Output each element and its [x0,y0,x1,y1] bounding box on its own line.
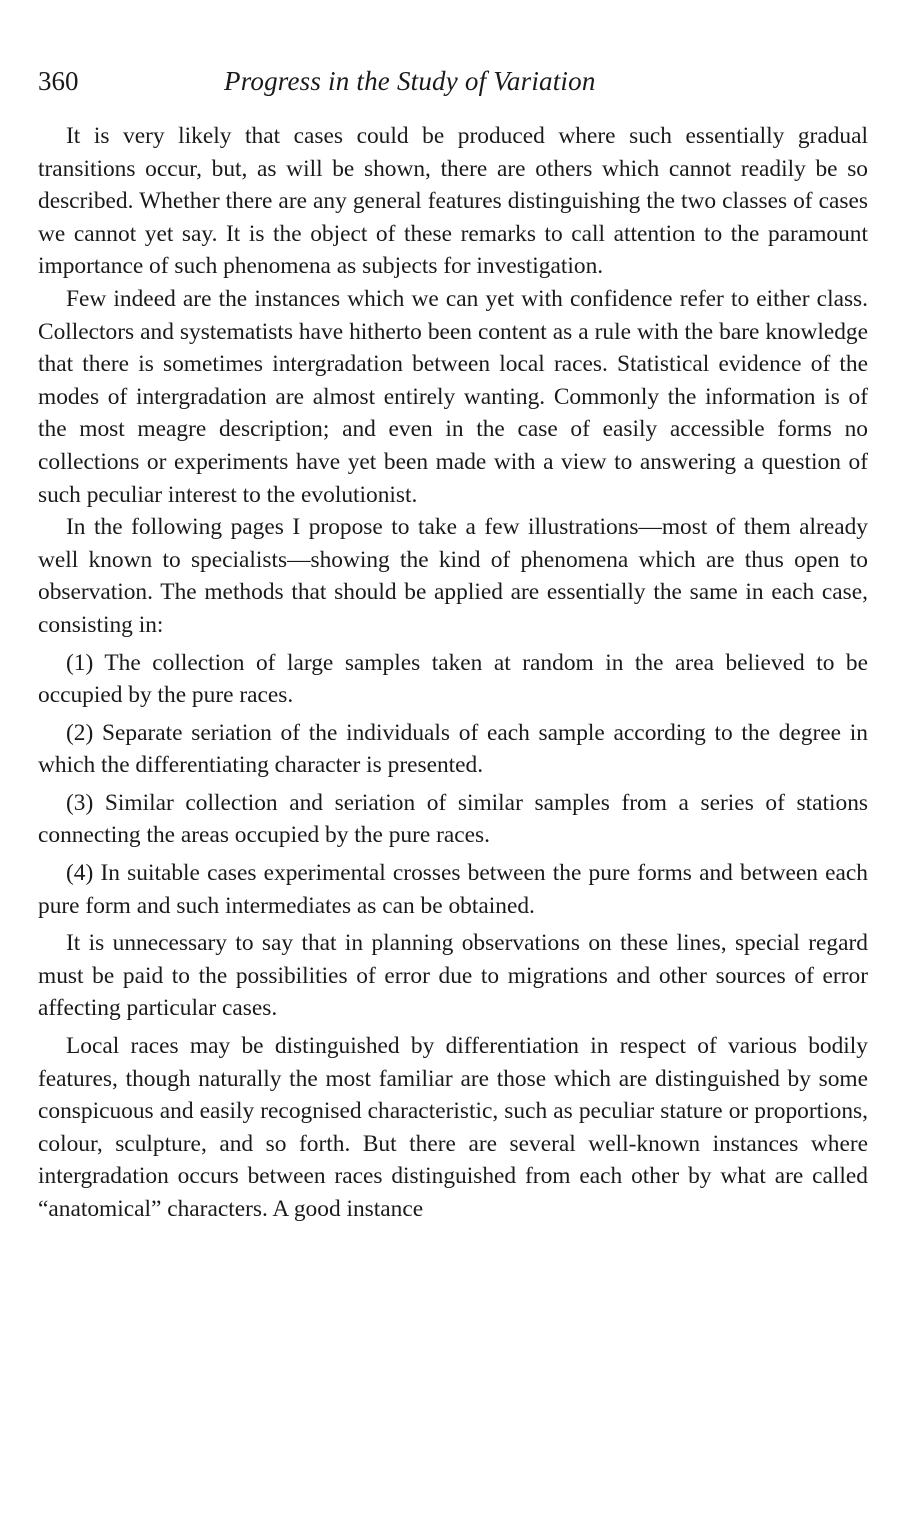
paragraph-instances: Few indeed are the instances which we can yet with confidence refer to either class. Collectors and systematists have hitherto been content as a rule with the bare knowledge that there is sometimes intergradation between local races. Statistical evidence of the modes of intergradation are almost entirely wanting. Commonly the information is of the most meagre description; and even in the case of easily accessible forms no collections or experiments have yet been made with a view to answering a question of such peculiar interest to the evolutionist. [38,285,868,508]
paragraph-methods: In the following pages I propose to take a few illustrations—most of them already well known to specialists—showing the kind of phenomena which are thus open to observation. The methods that should be applied are essentially the same in each case, consisting in: [38,514,868,638]
running-head [38,56,868,106]
page-number: 360 [38,66,79,96]
book-page [38,56,868,1226]
list-item-3: (3) Similar collection and seriation of similar samples from a series of stations connecting the areas occupied by the pure races. [38,789,868,849]
list-item-4: (4) In suitable cases experimental crosses between the pure forms and between each pure form and such intermediates as can be obtained. [38,860,868,919]
body-text [38,120,868,1226]
list-item-2: (2) Separate seriation of the individuals of each sample according to the degree in which the differentiating character is presented. [38,719,868,779]
paragraph-local-races: Local races may be distinguished by differentiation in respect of various bodily features, though naturally the most familiar are those which are distinguished by some conspicuous and easily recognised characteristic, such as peculiar stature or proportions, colour, sculpture, and so forth. But there are several well-known instances where intergradation occurs between races distinguished from each other by what are called “anatomical” characters. A good instance [38,1033,868,1222]
running-title: Progress in the Study of Variation [224,66,596,96]
list-item-1: (1) The collection of large samples taken at random in the area believed to be occupied by the pure races. [38,649,868,709]
paragraph-errors: It is unnecessary to say that in planning observations on these lines, special regard must be paid to the possibilities of error due to migrations and other sources of error affecting particular cases. [38,930,868,1022]
paragraph-transitions: It is very likely that cases could be produced where such essentially gradual transitions occur, but, as will be shown, there are others which cannot readily be so described. Whether there are any general features distinguishing the two classes of cases we cannot yet say. It is the object of these remarks to call attention to the paramount importance of such phenomena as subjects for investigation. [38,123,868,280]
